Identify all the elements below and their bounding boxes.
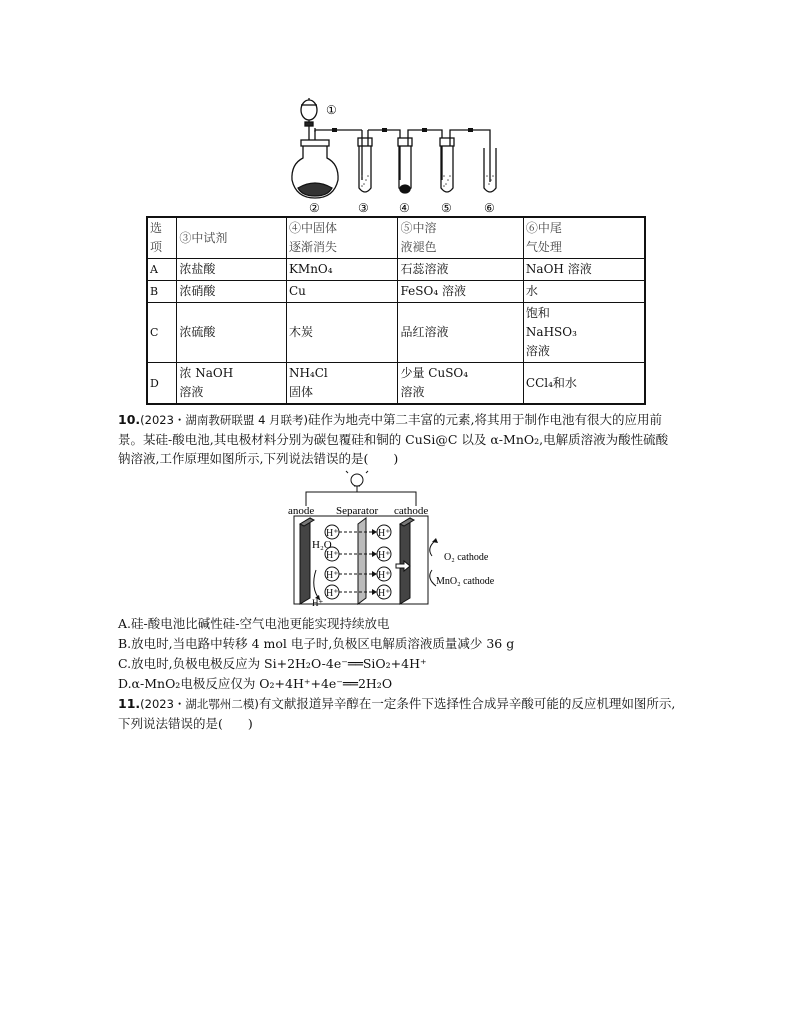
hplus-4: H⁺ — [378, 550, 391, 561]
option-b: B.放电时,当电路中转移 4 mol 电子时,负极区电解质溶液质量减少 36 g — [118, 636, 515, 651]
table-header-cell — [286, 217, 398, 259]
solid-cell-line: 固体 — [288, 385, 313, 399]
tail-gas-cell — [523, 363, 645, 405]
label-5: ⑤ — [441, 201, 452, 215]
option-c: C.放电时,负极电极反应为 Si+2H₂O-4e⁻══SiO₂+4H⁺ — [118, 656, 427, 671]
reagent-cell-line: 浓盐酸 — [179, 262, 216, 276]
reagent-cell-line: 浓 NaOH — [179, 366, 234, 380]
solution-cell — [398, 303, 523, 363]
table-header-cell-line: ③中试剂 — [179, 230, 228, 245]
solid-cell — [286, 259, 398, 281]
solution-cell-line: 石蕊溶液 — [400, 262, 449, 276]
question-source: (2023・湖北鄂州二模) — [140, 697, 259, 711]
table-header-cell-line: ⑥中尾 — [525, 221, 562, 235]
solution-cell-line: 品红溶液 — [400, 325, 449, 339]
label-4: ④ — [399, 201, 410, 215]
solution-cell-line: 少量 CuSO₄ — [400, 366, 469, 380]
battery-diagram — [286, 470, 508, 610]
tail-gas-cell — [523, 303, 645, 363]
table-header-cell-line: ⑤中溶 — [400, 221, 437, 235]
option-cell: B — [147, 281, 177, 303]
reagent-table — [146, 216, 646, 405]
question-stem: 有文献报道异辛醇在一定条件下选择性合成异辛酸可能的反应机理如图所示,下列说法错误的是( ) — [118, 696, 676, 731]
hplus-1: H⁺ — [326, 528, 339, 539]
solution-cell — [398, 259, 523, 281]
solid-cell-line: Cu — [288, 284, 306, 298]
reagent-cell — [177, 281, 287, 303]
table-header-cell-line: 逐渐消失 — [288, 240, 337, 254]
solid-cell-line: 木炭 — [288, 325, 313, 339]
table-header-cell-line: 项 — [150, 240, 163, 254]
reagent-cell-line: 浓硝酸 — [179, 284, 216, 298]
table-header-cell — [177, 217, 287, 259]
table-header-cell — [523, 217, 645, 259]
solid-cell-line: NH₄Cl — [288, 366, 328, 380]
reagent-cell — [177, 303, 287, 363]
table-row — [147, 363, 645, 405]
reagent-cell — [177, 259, 287, 281]
table-row — [147, 281, 645, 303]
table-header-row — [147, 217, 645, 259]
h2o-label: H₂O — [312, 539, 332, 551]
reagent-cell — [177, 363, 287, 405]
mno2-cathode-label: MnO₂ cathode — [436, 576, 495, 587]
solid-cell — [286, 303, 398, 363]
question-number: 11. — [118, 696, 141, 711]
hplus-2: H⁺ — [378, 528, 391, 539]
tail-gas-cell-line: NaHSO₃ — [525, 325, 577, 339]
hplus-3: H⁺ — [326, 550, 339, 561]
solid-cell — [286, 281, 398, 303]
table-header-cell-line: 液褪色 — [400, 240, 437, 254]
question-stem: 硅作为地壳中第二丰富的元素,将其用于制作电池有很大的应用前景。某硅-酸电池,其电极材料分别为碳包覆硅和铜的 CuSi@C 以及 α-MnO₂,电解质溶液为酸性硫酸钠溶液,工作原理如图所示,下列说法错误的是( ) — [118, 412, 669, 466]
anode-label: anode — [288, 505, 315, 517]
option-a: A.硅-酸电池比碱性硅-空气电池更能实现持续放电 — [118, 616, 390, 631]
reagent-cell-line: 溶液 — [179, 385, 204, 399]
table-row — [147, 303, 645, 363]
solution-cell — [398, 281, 523, 303]
label-1: ① — [326, 103, 337, 117]
label-3: ③ — [358, 201, 369, 215]
hplus-8: H⁺ — [378, 588, 391, 599]
table-header-cell-line: ④中固体 — [288, 221, 337, 235]
solution-cell-line: 溶液 — [400, 385, 425, 399]
table-header-cell-line: 选 — [150, 221, 163, 235]
option-cell: C — [147, 303, 177, 363]
solid-cell — [286, 363, 398, 405]
question-source: (2023・湖南教研联盟 4 月联考) — [140, 413, 309, 427]
hplus-7: H⁺ — [326, 588, 339, 599]
tail-gas-cell-line: CCl₄和水 — [525, 375, 577, 390]
solution-cell — [398, 363, 523, 405]
table-header-cell — [398, 217, 523, 259]
separator-label: Separator — [336, 505, 379, 517]
question-10 — [118, 410, 678, 468]
label-2: ② — [309, 201, 320, 215]
question-number: 10. — [118, 412, 141, 427]
label-6: ⑥ — [484, 201, 495, 215]
option-cell: A — [147, 259, 177, 281]
tail-gas-cell-line: 饱和 — [525, 306, 550, 320]
option-d: D.α-MnO₂电极反应仅为 O₂+4H⁺+4e⁻══2H₂O — [118, 676, 393, 691]
cathode-label: cathode — [394, 505, 429, 517]
tail-gas-cell — [523, 281, 645, 303]
question-11 — [118, 694, 678, 733]
tail-gas-cell — [523, 259, 645, 281]
table-header-cell — [147, 217, 177, 259]
solid-cell-line: KMnO₄ — [288, 262, 333, 276]
table-row — [147, 259, 645, 281]
table-header-cell-line: 气处理 — [525, 240, 562, 254]
hplus-bottom-label: H⁺ — [312, 598, 324, 608]
gas-apparatus-figure — [288, 96, 518, 216]
option-cell: D — [147, 363, 177, 405]
hplus-6: H⁺ — [378, 570, 391, 581]
o2-cathode-label: O₂ cathode — [444, 552, 489, 563]
tail-gas-cell-line: 溶液 — [525, 344, 550, 358]
hplus-5: H⁺ — [326, 570, 339, 581]
reagent-cell-line: 浓硫酸 — [179, 325, 216, 339]
solution-cell-line: FeSO₄ 溶液 — [400, 284, 466, 298]
tail-gas-cell-line: NaOH 溶液 — [525, 262, 592, 276]
tail-gas-cell-line: 水 — [525, 284, 538, 298]
